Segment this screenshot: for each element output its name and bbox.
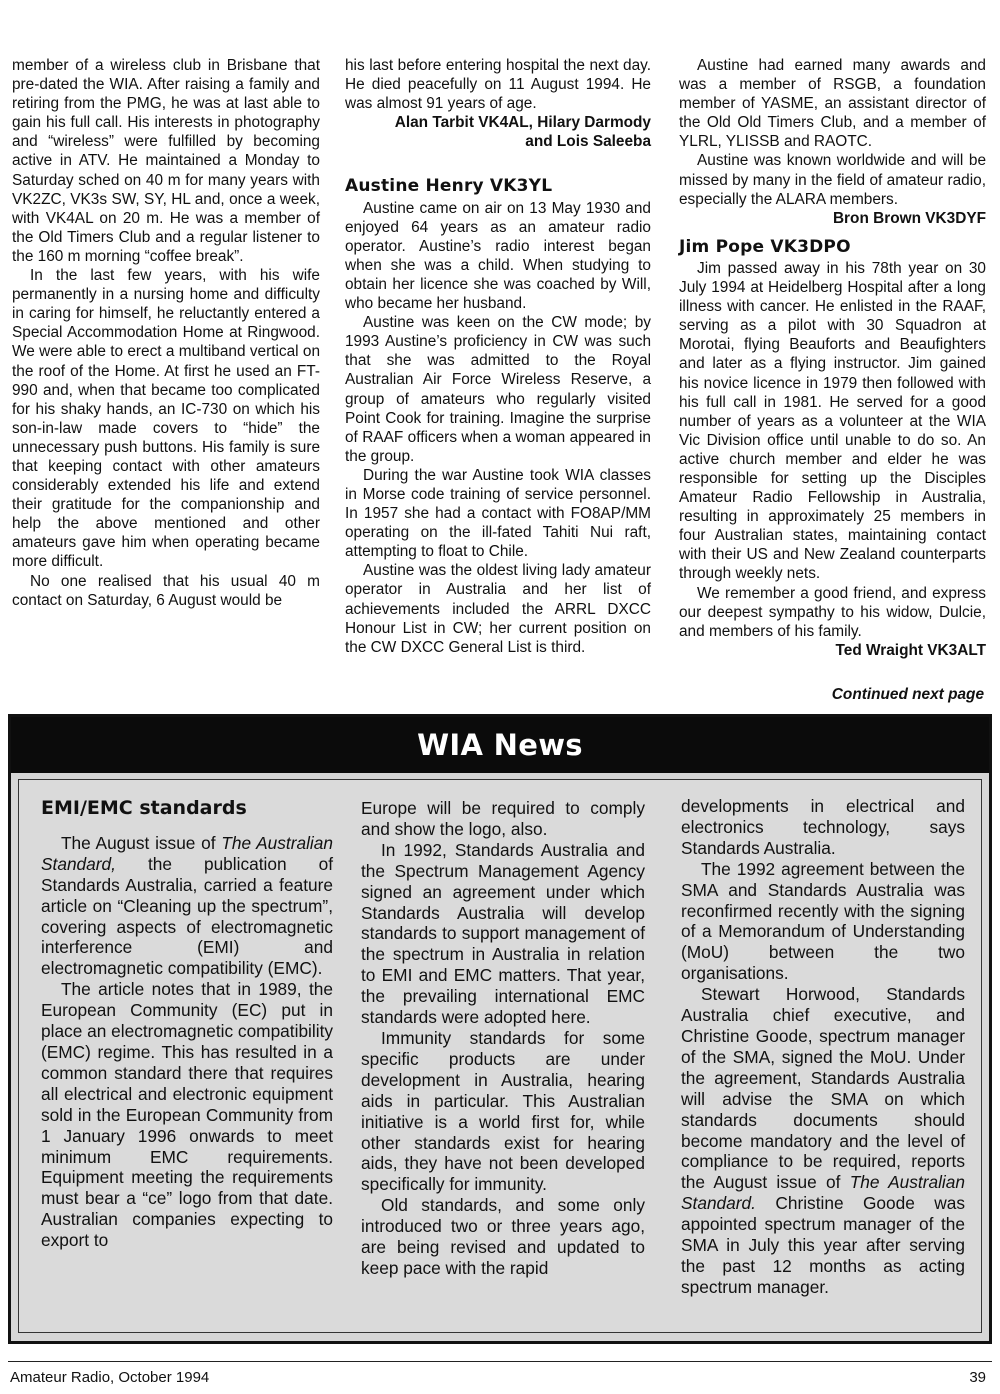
paragraph: Immunity standards for some specific products are under development in Australia, hearing aids in particular. This Australian initiative is a world first for, while other standards exist for hearing aids, they have not been developed specifically for immunity.	[361, 1027, 645, 1195]
paragraph: During the war Austine took WIA classes in Morse code training of service personnel. In 1957 she had a contact with FO8AP/MM operating on the ill-fated Tahiti Nui raft, attempting to float to Chile.	[345, 466, 651, 561]
news-column-3	[681, 796, 965, 1298]
paragraph: The 1992 agreement between the SMA and Standards Australia was reconfirmed recently with the signing of a Memorandum of Understanding (MoU) between the two organisations.	[681, 858, 965, 984]
column-1	[12, 56, 320, 610]
paragraph: In 1992, Standards Australia and the Spectrum Management Agency signed an agreement under which Standards Australia will develop standards to support management of the spectrum in Australia in relation to EMI and EMC matters. That year, the prevailing international EMC standards were adopted here.	[361, 839, 645, 1028]
paragraph: The August issue of The Australian Standard, the publication of Standards Australia, carried a feature article on “Cleaning up the spectrum”, covering aspects of electromagnetic interference (EMI) and electromagnetic compatibility (EMC).	[41, 832, 333, 979]
paragraph: Austine came on air on 13 May 1930 and enjoyed 64 years as an amateur radio operator. Austine’s radio interest began when she was a child. When studying to obtain her licence she was coached by Will, who became her husband.	[345, 199, 651, 313]
news-column-1	[41, 798, 333, 1251]
column-2	[345, 56, 651, 657]
publication-footer: Amateur Radio, October 1994	[10, 1369, 210, 1386]
paragraph: his last before entering hospital the next day. He died peacefully on 11 August 1994. He was almost 91 years of age.	[345, 57, 651, 113]
page-number: 39	[969, 1369, 986, 1386]
column-3	[679, 56, 986, 660]
paragraph: In the last few years, with his wife permanently in a nursing home and difficulty in caring for himself, he reluctantly entered a Special Accommodation Home at Ringwood. We were able to erect a multiband vertical on the roof of the Home. At first he used an FT-990 and, when that became too complicated for his shaky hands, an IC-730 on which his son-in-law made covers to “hide” the unnecessary push buttons. His family is sure that keeping contact with other amateurs considerably extended his life and extend their gratitude for the companionship and help the above mentioned and other amateurs gave him when operating became more difficult.	[12, 267, 320, 571]
paragraph: Europe will be required to comply and show the logo, also.	[361, 798, 645, 839]
wia-news-box	[8, 714, 992, 1344]
paragraph: The article notes that in 1989, the European Community (EC) put in place an electromagnetic compatibility (EMC) regime. This has resulted in a common standard there that requires all electrical and electronic equipment sold in the European Community from 1 January 1996 onwards to meet minimum EMC requirements. Equipment meeting the requirements must bear a “ce” logo from that date. Australian companies expecting to export to	[41, 979, 334, 1251]
obituary-heading: Austine Henry VK3YL	[345, 176, 553, 197]
signature: Bron Brown VK3DYF	[832, 209, 986, 227]
paragraph: Jim passed away in his 78th year on 30 July 1994 at Heidelberg Hospital after a long illness with cancer. He enlisted in the RAAF, serving as a pilot with 30 Squadron at Morotai, flying Beauforts and Beaufighters and later as a flying instructor. Jim gained his novice licence in 1979 then followed with his full call in 1981. He served for a good number of years as a volunteer at the WIA Vic Division office until unable to do so. An active church member and elder he was responsible for setting up the Disciples Amateur Radio Fellowship in Australia, resulting in approximately 25 members in four Australian states, maintaining contact with their US and New Zealand counterparts through weekly nets.	[679, 259, 986, 583]
news-title-band	[11, 717, 989, 773]
paragraph: No one realised that his usual 40 m contact on Saturday, 6 August would be	[12, 572, 320, 609]
continued-note: Continued next page	[831, 686, 984, 703]
signature-line-2: and Lois Saleeba	[525, 133, 651, 151]
signature: Ted Wraight VK3ALT	[835, 641, 986, 659]
signature-line-1: Alan Tarbit VK4AL, Hilary Darmody	[394, 114, 651, 132]
news-title: WIA News	[417, 728, 583, 762]
paragraph: Austine had earned many awards and was a member of RSGB, a foundation member of YASME, an assistant director of the Old Old Timers Club, and a member of YLRL, YLISSB and RAOTC.	[679, 57, 986, 151]
obituary-heading: Jim Pope VK3DPO	[679, 236, 851, 257]
news-inner-panel	[18, 779, 982, 1333]
footer-rule	[8, 1361, 992, 1362]
paragraph: Austine was known worldwide and will be missed by many in the field of amateur radio, especially the ALARA members.	[679, 152, 986, 208]
news-column-2	[361, 798, 645, 1279]
paragraph: We remember a good friend, and express our deepest sympathy to his widow, Dulcie, and members of his family.	[679, 584, 986, 640]
paragraph: Stewart Horwood, Standards Australia chief executive, and Christine Goode, spectrum manager of the SMA, signed the MoU. Under the agreement, Standards Australia will advise the SMA on which standards documents should become mandatory and the level of compliance to be required, reports the August issue of The Australian Standard. Christine Goode was appointed spectrum manager of the SMA in July this year after serving the past 12 months as acting spectrum manager.	[681, 984, 965, 1297]
paragraph: developments in electrical and electronics technology, says Standards Australia.	[681, 796, 965, 858]
paragraph: Austine was the oldest living lady amateur operator in Australia and her list of achievements included the ARRL DXCC Honour List in CW; her current position on the CW DXCC General List is third.	[345, 562, 651, 656]
paragraph: Old standards, and some only introduced two or three years ago, are being revised and updated to keep pace with the rapid	[361, 1195, 645, 1278]
paragraph: Austine was keen on the CW mode; by 1993 Austine’s proficiency in CW was such that she was admitted to the Royal Australian Air Force Wireless Reserve, a group of amateurs who regularly visited Point Cook for training. Imagine the surprise of RAAF officers when a woman appeared in the group.	[345, 314, 651, 465]
news-heading: EMI/EMC standards	[41, 797, 247, 819]
paragraph: member of a wireless club in Brisbane that pre-dated the WIA. After raising a family and retiring from the PMG, he was at last able to gain his full call. His interests in photography and “wireless” were fulfilled by becoming active in ATV. He maintained a Monday to Saturday sched on 40 m for many years with VK2ZC, VK3s SW, SY, HL and, once a week, with VK4AL on 20 m. He was a member of the Old Timers Club and a regular listener to the 160 m morning “coffee break”.	[12, 57, 320, 265]
